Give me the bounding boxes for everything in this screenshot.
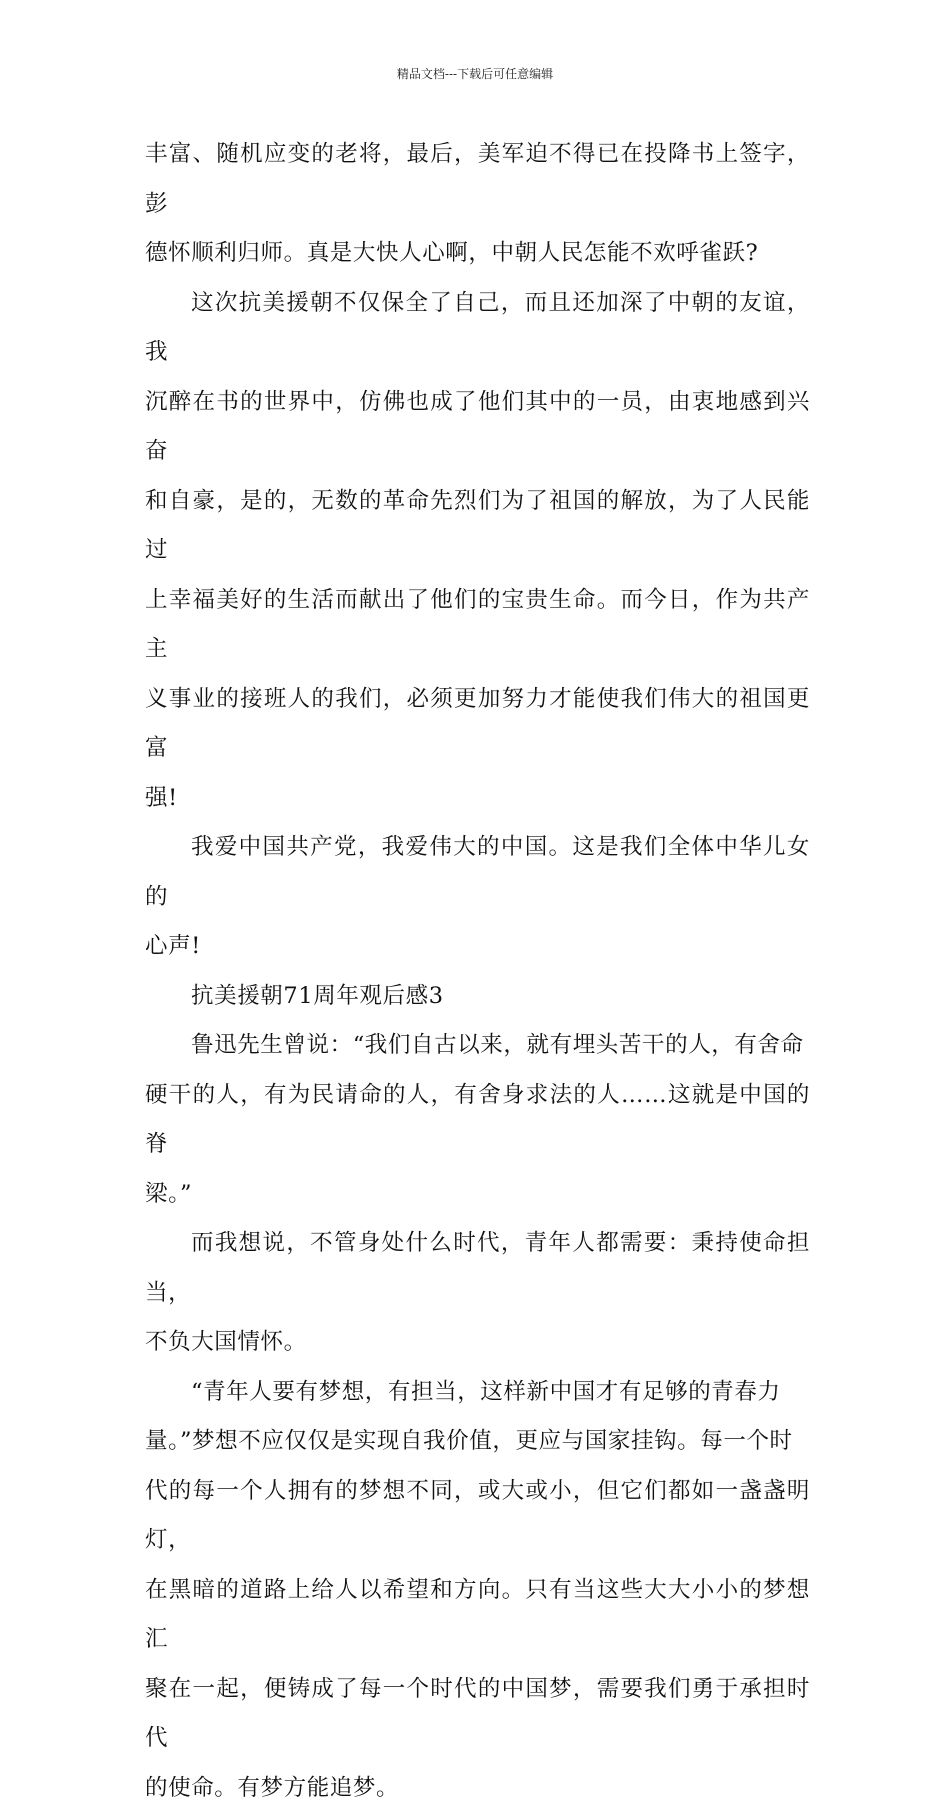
page-header: 精品文档---下载后可任意编辑 (0, 66, 950, 82)
paragraph-line: 德怀顺利归师。真是大快人心啊，中朝人民怎能不欢呼雀跃? (145, 240, 758, 266)
paragraph-line: 不负大国情怀。 (145, 1329, 307, 1355)
paragraph-line: 丰富、随机应变的老将，最后，美军迫不得已在投降书上签字，彭 (145, 141, 810, 217)
paragraph (145, 1021, 810, 1219)
paragraph-line: 鲁迅先生曾说：“我们自古以来，就有埋头苦干的人，有舍命 (191, 1032, 804, 1058)
paragraph-line: “青年人要有梦想，有担当，这样新中国才有足够的青春力 (191, 1379, 781, 1405)
paragraph (145, 823, 810, 972)
paragraph (145, 1219, 810, 1368)
document-body (145, 130, 810, 1813)
paragraph (145, 972, 810, 1022)
paragraph-line: 梁。” (145, 1181, 192, 1207)
paragraph-line: 抗美援朝71周年观后感3 (191, 983, 444, 1009)
paragraph-line: 聚在一起，便铸成了每一个时代的中国梦，需要我们勇于承担时代 (145, 1676, 810, 1752)
paragraph-line: 沉醉在书的世界中，仿佛也成了他们其中的一员，由衷地感到兴奋 (145, 389, 810, 465)
paragraph-line: 量。”梦想不应仅仅是实现自我价值，更应与国家挂钩。每一个时 (145, 1428, 793, 1454)
paragraph-line: 心声! (145, 933, 201, 959)
paragraph (145, 130, 810, 279)
paragraph-line: 义事业的接班人的我们，必须更加努力才能使我们伟大的祖国更富 (145, 686, 810, 762)
paragraph (145, 279, 810, 824)
paragraph-line: 硬干的人，有为民请命的人，有舍身求法的人……这就是中国的脊 (145, 1082, 810, 1158)
paragraph-line: 而我想说，不管身处什么时代，青年人都需要：秉持使命担当， (145, 1230, 810, 1306)
paragraph-line: 我爱中国共产党，我爱伟大的中国。这是我们全体中华儿女的 (145, 834, 810, 910)
paragraph-line: 的使命。有梦方能追梦。 (145, 1775, 399, 1801)
paragraph-line: 代的每一个人拥有的梦想不同，或大或小，但它们都如一盏盏明灯， (145, 1478, 810, 1554)
paragraph-line: 在黑暗的道路上给人以希望和方向。只有当这些大大小小的梦想汇 (145, 1577, 810, 1653)
paragraph-line: 上幸福美好的生活而献出了他们的宝贵生命。而今日，作为共产主 (145, 587, 810, 663)
paragraph-line: 和自豪，是的，无数的革命先烈们为了祖国的解放，为了人民能过 (145, 488, 810, 564)
paragraph-line: 强! (145, 785, 178, 811)
paragraph-line: 这次抗美援朝不仅保全了自己，而且还加深了中朝的友谊，我 (145, 290, 810, 366)
paragraph (145, 1368, 810, 1813)
